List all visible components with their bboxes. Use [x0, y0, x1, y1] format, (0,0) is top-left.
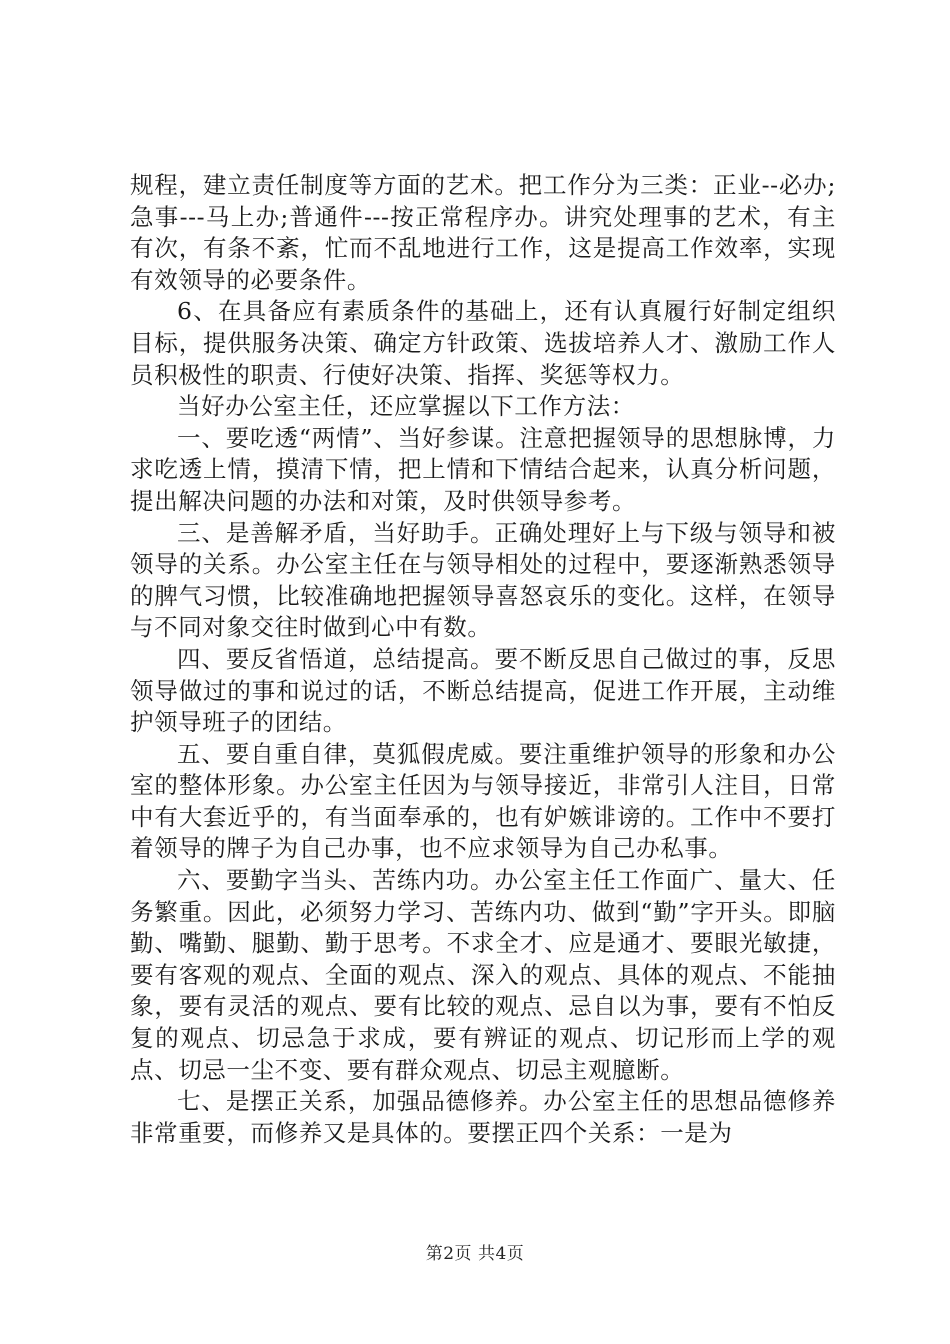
paragraph-method-3: 三、是善解矛盾，当好助手。正确处理好上与下级与领导和被领导的关系。办公室主任在与领导相处的过程中，要逐渐熟悉领导的脾气习惯，比较准确地把握领导喜怒哀乐的变化。这样，在领导与不同对象交往时做到心中有数。 — [130, 518, 836, 642]
paragraph-method-5: 五、要自重自律，莫狐假虎威。要注重维护领导的形象和办公室的整体形象。办公室主任因为与领导接近，非常引人注目，日常中有大套近乎的，有当面奉承的，也有妒嫉诽谤的。工作中不要打着领导的牌子为自己办事，也不应求领导为自己办私事。 — [130, 739, 836, 863]
paragraph-method-4: 四、要反省悟道，总结提高。要不断反思自己做过的事，反思领导做过的事和说过的话，不断总结提高，促进工作开展，主动维护领导班子的团结。 — [130, 644, 836, 737]
page-footer — [0, 1243, 950, 1265]
document-body — [130, 170, 836, 1149]
paragraph-method-7: 七、是摆正关系，加强品德修养。办公室主任的思想品德修养非常重要，而修养又是具体的。要摆正四个关系：一是为 — [130, 1087, 836, 1147]
paragraph-methods-intro: 当好办公室主任，还应掌握以下工作方法： — [177, 392, 635, 421]
page-number-label: 第2页 共4页 — [425, 1244, 525, 1264]
paragraph-continuation: 规程，建立责任制度等方面的艺术。把工作分为三类：正业--必办;急事---马上办;普通件---按正常程序办。讲究处理事的艺术，有主有次，有条不紊，忙而不乱地进行工作，这是提高工作效率，实现有效领导的必要条件。 — [130, 171, 836, 294]
paragraph-item-6: 6、在具备应有素质条件的基础上，还有认真履行好制定组织目标，提供服务决策、确定方针政策、选拔培养人才、激励工作人员积极性的职责、行使好决策、指挥、奖惩等权力。 — [130, 297, 836, 389]
paragraph-method-1: 一、要吃透“两情”、当好参谋。注意把握领导的思想脉博，力求吃透上情，摸清下情，把上情和下情结合起来，认真分析问题，提出解决问题的办法和对策，及时供领导参考。 — [130, 423, 836, 515]
paragraph-method-6: 六、要勤字当头、苦练内功。办公室主任工作面广、量大、任务繁重。因此，必须努力学习、苦练内功、做到“勤”字开头。即脑勤、嘴勤、腿勤、勤于思考。不求全才、应是通才、要眼光敏捷，要有客观的观点、全面的观点、深入的观点、具体的观点、不能抽象，要有灵活的观点、要有比较的观点、忌自以为事，要有不怕反复的观点、切忌急于求成，要有辨证的观点、切记形而上学的观点、切忌一尘不变、要有群众观点、切忌主观臆断。 — [130, 866, 836, 1084]
